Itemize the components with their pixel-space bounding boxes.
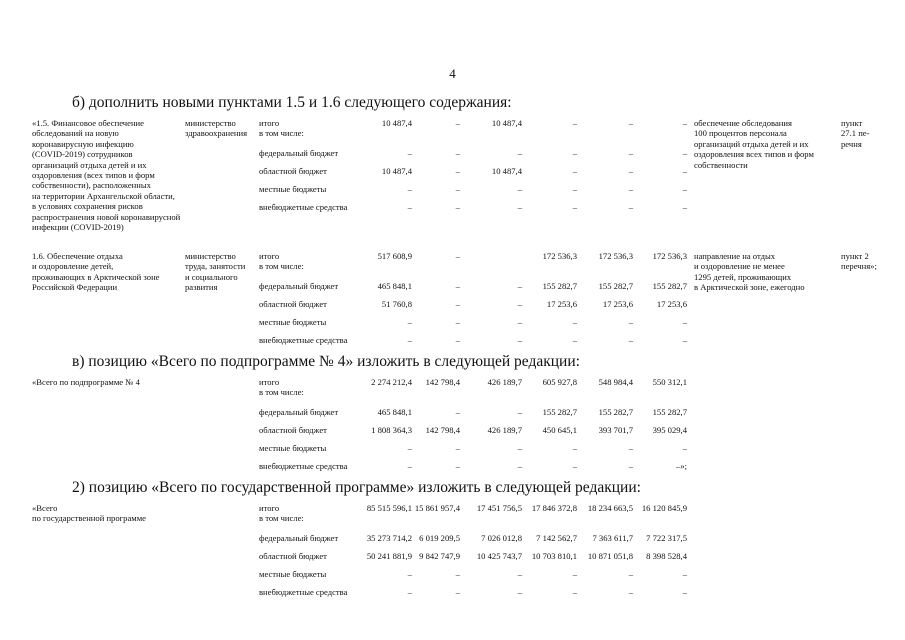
amount-cell: 10 871 051,8 [587, 551, 633, 561]
amount-cell: – [628, 461, 633, 471]
budget-row [0, 148, 905, 159]
budget-row [0, 407, 905, 418]
budget-row [0, 551, 905, 562]
amount-cell: – [455, 587, 460, 597]
amount-cell: 1 808 364,3 [371, 425, 412, 435]
budget-row [0, 377, 905, 398]
amount-cell: – [455, 166, 460, 176]
budget-row [0, 587, 905, 598]
budget-row [0, 202, 905, 213]
amount-cell: – [517, 317, 522, 327]
page-number: 4 [449, 66, 456, 81]
amount-cell: 426 189,7 [487, 425, 522, 435]
budget-row [0, 166, 905, 177]
funding-source-label: местные бюджеты [259, 443, 327, 453]
measure-name: «1.5. Финансовое обеспечение обследований на новую коронавирусную инфекцию (COVID-2019) сотрудников организаций отдыха детей и их оздоровления (всех типов и форм собственности), расположенных на территории Архангельской области, в условиях сохранения рисков распространения новой коронавирусной инфекции (COVID-2019) [32, 118, 181, 233]
amount-cell: 155 282,7 [652, 407, 687, 417]
amount-cell: – [628, 317, 633, 327]
amount-cell: – [628, 587, 633, 597]
amount-cell: – [517, 407, 522, 417]
amount-cell: – [572, 184, 577, 194]
budget-row [0, 317, 905, 328]
amount-cell: – [455, 148, 460, 158]
funding-source-label: внебюджетные средства [259, 587, 348, 597]
amount-cell: 465 848,1 [377, 281, 412, 291]
amount-cell: – [682, 443, 687, 453]
amount-cell: – [455, 461, 460, 471]
funding-source-label: итого в том числе: [259, 503, 304, 524]
funding-source-label: федеральный бюджет [259, 281, 339, 291]
amount-cell: – [517, 202, 522, 212]
amount-cell: – [455, 202, 460, 212]
budget-row [0, 569, 905, 580]
amount-cell: 17 253,6 [546, 299, 577, 309]
amount-cell: – [628, 202, 633, 212]
amount-cell: – [407, 461, 412, 471]
funding-source-label: областной бюджет [259, 551, 327, 561]
amount-cell: – [455, 251, 460, 261]
funding-source-label: федеральный бюджет [259, 407, 339, 417]
amount-cell: 395 029,4 [652, 425, 687, 435]
amount-cell: – [517, 335, 522, 345]
amount-cell: – [682, 166, 687, 176]
funding-source-label: областной бюджет [259, 299, 327, 309]
measure-name: «Всего по подпрограмме № 4 [32, 377, 140, 387]
amount-cell: 35 273 714,2 [366, 533, 412, 543]
amount-cell: 17 253,6 [656, 299, 687, 309]
amount-cell: – [682, 335, 687, 345]
amount-cell: – [517, 443, 522, 453]
amount-cell: 155 282,7 [598, 281, 633, 291]
executor: министерство здравоохранения [185, 118, 248, 139]
amount-cell: 548 984,4 [598, 377, 633, 387]
amount-cell: – [628, 118, 633, 128]
funding-source-label: местные бюджеты [259, 184, 327, 194]
amount-cell: – [455, 184, 460, 194]
budget-row [0, 533, 905, 544]
funding-source-label: федеральный бюджет [259, 148, 339, 158]
amount-cell: – [517, 461, 522, 471]
amount-cell: – [682, 202, 687, 212]
expected-result: направление на отдых и оздоровление не менее 1295 детей, проживающих в Арктической зоне, ежегодно [694, 251, 805, 293]
executor: министерство труда, занятости и социального развития [185, 251, 246, 293]
amount-cell: 17 846 372,8 [531, 503, 577, 513]
amount-cell: – [572, 569, 577, 579]
amount-cell: – [517, 184, 522, 194]
amount-cell: 172 536,3 [598, 251, 633, 261]
amount-cell: – [682, 184, 687, 194]
amount-cell: 550 312,1 [652, 377, 687, 387]
funding-source-label: итого в том числе: [259, 377, 304, 398]
amount-cell: 10 487,4 [491, 166, 522, 176]
amount-cell: – [407, 184, 412, 194]
amount-cell: – [455, 443, 460, 453]
amount-cell: – [572, 443, 577, 453]
amount-cell: 7 142 562,7 [536, 533, 577, 543]
amount-cell: 7 363 611,7 [592, 533, 633, 543]
amount-cell: – [407, 443, 412, 453]
amount-cell: – [628, 148, 633, 158]
budget-row [0, 184, 905, 195]
amount-cell: 50 241 881,9 [366, 551, 412, 561]
reference: пункт 27.1 пе- речня [841, 118, 870, 149]
amount-cell: 10 703 810,1 [531, 551, 577, 561]
amount-cell: 393 701,7 [598, 425, 633, 435]
expected-result: обеспечение обследования 100 процентов персонала организаций отдыха детей и их оздоровления всех типов и форм собственности [694, 118, 814, 170]
budget-row [0, 443, 905, 454]
amount-cell: – [455, 281, 460, 291]
amount-cell: – [407, 202, 412, 212]
amount-cell: 8 398 528,4 [646, 551, 687, 561]
amount-cell: 172 536,3 [542, 251, 577, 261]
amount-cell: –»; [676, 461, 687, 471]
funding-source-label: итого в том числе: [259, 251, 304, 272]
amount-cell: – [407, 335, 412, 345]
amount-cell: – [517, 148, 522, 158]
amount-cell: – [682, 587, 687, 597]
funding-source-label: внебюджетные средства [259, 461, 348, 471]
budget-row [0, 503, 905, 524]
amount-cell: 142 798,4 [425, 425, 460, 435]
amount-cell: – [682, 569, 687, 579]
funding-source-label: областной бюджет [259, 425, 327, 435]
amount-cell: 17 253,6 [602, 299, 633, 309]
amount-cell: – [572, 202, 577, 212]
funding-source-label: федеральный бюджет [259, 533, 339, 543]
amount-cell: – [682, 317, 687, 327]
amount-cell: – [407, 148, 412, 158]
amount-cell: 450 645,1 [542, 425, 577, 435]
amount-cell: – [682, 118, 687, 128]
amount-cell: 7 722 317,5 [646, 533, 687, 543]
funding-source-label: местные бюджеты [259, 317, 327, 327]
budget-row [0, 281, 905, 292]
amount-cell: 51 760,8 [381, 299, 412, 309]
amount-cell: – [628, 335, 633, 345]
reference: пункт 2 перечня»; [841, 251, 877, 272]
amount-cell: – [628, 184, 633, 194]
budget-row [0, 335, 905, 346]
amount-cell: – [682, 148, 687, 158]
amount-cell: – [628, 569, 633, 579]
amount-cell: – [572, 118, 577, 128]
heading-subprogram-total: в) позицию «Всего по подпрограмме № 4» изложить в следующей редакции: [72, 353, 580, 370]
amount-cell: – [455, 118, 460, 128]
amount-cell: – [455, 407, 460, 417]
amount-cell: – [455, 335, 460, 345]
measure-name: 1.6. Обеспечение отдыха и оздоровление детей, проживающих в Арктической зоне Российской Федерации [32, 251, 160, 293]
funding-source-label: внебюджетные средства [259, 202, 348, 212]
amount-cell: 9 842 747,9 [419, 551, 460, 561]
amount-cell: 605 927,8 [542, 377, 577, 387]
amount-cell: – [407, 587, 412, 597]
amount-cell: 142 798,4 [425, 377, 460, 387]
amount-cell: 155 282,7 [652, 281, 687, 291]
amount-cell: – [517, 299, 522, 309]
amount-cell: 16 120 845,9 [641, 503, 687, 513]
amount-cell: 2 274 212,4 [371, 377, 412, 387]
amount-cell: – [455, 317, 460, 327]
amount-cell: – [628, 443, 633, 453]
heading-program-total: 2) позицию «Всего по государственной программе» изложить в следующей редакции: [72, 479, 641, 496]
amount-cell: – [407, 569, 412, 579]
amount-cell: – [517, 569, 522, 579]
amount-cell: – [572, 166, 577, 176]
amount-cell: – [517, 281, 522, 291]
heading-add-items: б) дополнить новыми пунктами 1.5 и 1.6 следующего содержания: [72, 94, 512, 111]
amount-cell: 465 848,1 [377, 407, 412, 417]
funding-source-label: внебюджетные средства [259, 335, 348, 345]
amount-cell: – [455, 569, 460, 579]
amount-cell: 517 608,9 [377, 251, 412, 261]
amount-cell: 18 234 663,5 [587, 503, 633, 513]
amount-cell: 15 861 957,4 [414, 503, 460, 513]
amount-cell: 172 536,3 [652, 251, 687, 261]
amount-cell: – [572, 587, 577, 597]
funding-source-label: местные бюджеты [259, 569, 327, 579]
amount-cell: 155 282,7 [598, 407, 633, 417]
amount-cell: – [572, 317, 577, 327]
amount-cell: 85 515 596,1 [366, 503, 412, 513]
amount-cell: 10 425 743,7 [476, 551, 522, 561]
amount-cell: – [407, 317, 412, 327]
funding-source-label: областной бюджет [259, 166, 327, 176]
measure-name: «Всего по государственной программе [32, 503, 146, 524]
amount-cell: 6 019 209,5 [419, 533, 460, 543]
funding-source-label: итого в том числе: [259, 118, 304, 139]
amount-cell: – [455, 299, 460, 309]
amount-cell: – [572, 148, 577, 158]
amount-cell: 10 487,4 [491, 118, 522, 128]
amount-cell: 10 487,4 [381, 166, 412, 176]
amount-cell: – [572, 461, 577, 471]
amount-cell: 10 487,4 [381, 118, 412, 128]
budget-row [0, 425, 905, 436]
amount-cell: – [628, 166, 633, 176]
amount-cell: 17 451 756,5 [476, 503, 522, 513]
amount-cell: 155 282,7 [542, 407, 577, 417]
budget-row [0, 461, 905, 472]
amount-cell: – [517, 587, 522, 597]
budget-row [0, 299, 905, 310]
amount-cell: – [572, 335, 577, 345]
amount-cell: 426 189,7 [487, 377, 522, 387]
amount-cell: 155 282,7 [542, 281, 577, 291]
amount-cell: 7 026 012,8 [481, 533, 522, 543]
